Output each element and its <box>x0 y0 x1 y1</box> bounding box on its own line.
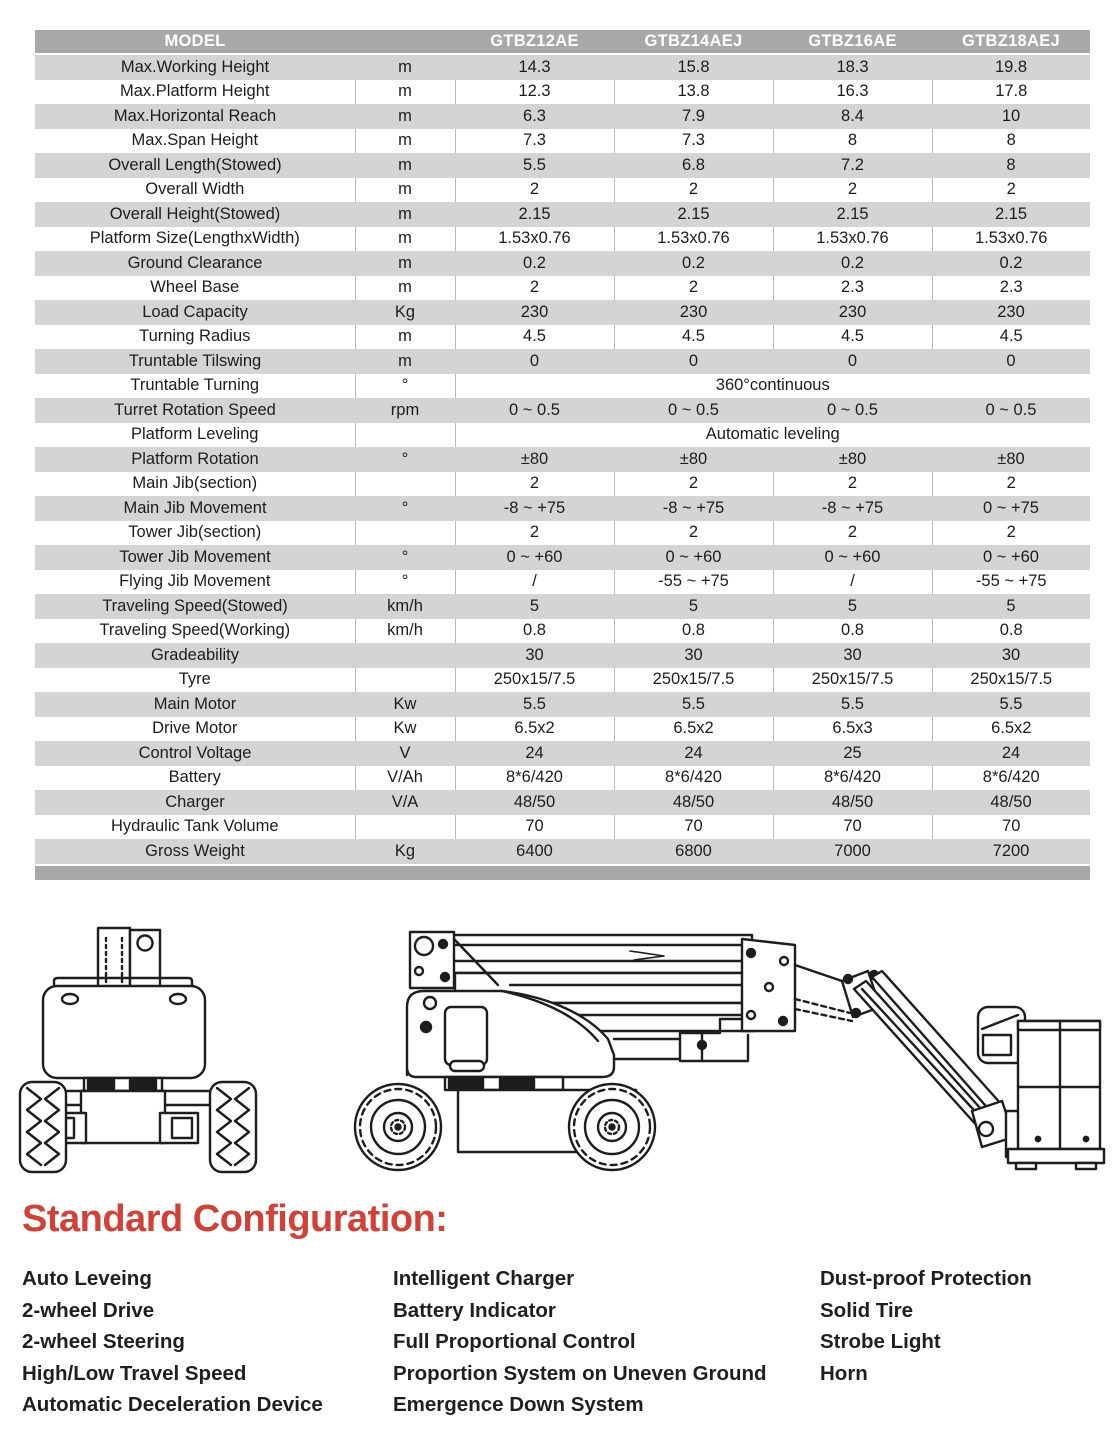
spec-param-name: Traveling Speed(Working) <box>35 619 355 644</box>
spec-param-unit: m <box>355 54 455 80</box>
spec-value: 4.5 <box>455 325 614 350</box>
spec-row <box>35 276 1090 301</box>
config-item: Full Proportional Control <box>393 1330 636 1354</box>
spec-param-unit: Kg <box>355 300 455 325</box>
spec-value: 0.2 <box>932 251 1090 276</box>
spec-param-unit: m <box>355 276 455 301</box>
spec-value: 0 ~ 0.5 <box>932 398 1090 423</box>
spec-value: 0.8 <box>773 619 932 644</box>
spec-param-unit: m <box>355 80 455 105</box>
spec-param-name: Ground Clearance <box>35 251 355 276</box>
spec-value: 48/50 <box>614 790 773 815</box>
spec-param-name: Turret Rotation Speed <box>35 398 355 423</box>
side-view-diagram <box>350 915 1110 1185</box>
spec-param-unit: V/A <box>355 790 455 815</box>
model-header-cell: MODEL <box>35 30 355 54</box>
spec-value: 30 <box>773 643 932 668</box>
spec-value: 13.8 <box>614 80 773 105</box>
unit-header-cell <box>355 30 455 54</box>
config-item: Dust-proof Protection <box>820 1267 1032 1290</box>
spec-param-name: Tower Jib Movement <box>35 545 355 570</box>
spec-value: 70 <box>455 815 614 840</box>
spec-value: 1.53x0.76 <box>455 227 614 252</box>
model-column-header: GTBZ12AE <box>455 30 614 54</box>
spec-value-span: Automatic leveling <box>455 423 1090 448</box>
model-column-header: GTBZ14AEJ <box>614 30 773 54</box>
spec-value: 7.9 <box>614 104 773 129</box>
spec-value: 5.5 <box>455 692 614 717</box>
platform-basket <box>1008 1021 1104 1169</box>
spec-value: 0 ~ +60 <box>932 545 1090 570</box>
spec-value: 7.2 <box>773 153 932 178</box>
spec-param-name: Drive Motor <box>35 717 355 742</box>
spec-param-unit: m <box>355 153 455 178</box>
spec-value: 7.3 <box>455 129 614 154</box>
spec-value: 8*6/420 <box>455 766 614 791</box>
spec-value: 70 <box>932 815 1090 840</box>
spec-param-name: Platform Rotation <box>35 447 355 472</box>
spec-row <box>35 570 1090 595</box>
spec-row <box>35 129 1090 154</box>
spec-value: 2 <box>455 521 614 546</box>
right-wheel <box>569 1084 655 1170</box>
config-item: Strobe Light <box>820 1330 941 1354</box>
spec-value: 8*6/420 <box>932 766 1090 791</box>
spec-value: 2.15 <box>773 202 932 227</box>
spec-value: 8 <box>932 129 1090 154</box>
spec-value: 24 <box>455 741 614 766</box>
spec-value: ±80 <box>614 447 773 472</box>
spec-param-name: Wheel Base <box>35 276 355 301</box>
spec-param-name: Load Capacity <box>35 300 355 325</box>
spec-value: 0.2 <box>614 251 773 276</box>
spec-param-unit: Kg <box>355 839 455 865</box>
spec-row <box>35 447 1090 472</box>
spec-value: ±80 <box>455 447 614 472</box>
spec-value: 10 <box>932 104 1090 129</box>
spec-value: 6.5x2 <box>932 717 1090 742</box>
spec-param-unit: m <box>355 349 455 374</box>
spec-param-unit: rpm <box>355 398 455 423</box>
rear-view-diagram <box>18 920 258 1175</box>
spec-value: 2 <box>455 472 614 497</box>
spec-value: 24 <box>614 741 773 766</box>
config-item: Auto Leveing <box>22 1267 152 1290</box>
spec-param-unit <box>355 423 455 448</box>
spec-param-unit: m <box>355 178 455 203</box>
spec-value: 2 <box>773 178 932 203</box>
spec-value: 4.5 <box>932 325 1090 350</box>
spec-value: 19.8 <box>932 54 1090 80</box>
spec-row <box>35 80 1090 105</box>
spec-value: 48/50 <box>932 790 1090 815</box>
spec-param-name: Gross Weight <box>35 839 355 865</box>
spec-param-name: Max.Span Height <box>35 129 355 154</box>
spec-value: 5 <box>932 594 1090 619</box>
config-item: 2-wheel Steering <box>22 1330 185 1354</box>
spec-param-name: Main Jib(section) <box>35 472 355 497</box>
spec-value: 4.5 <box>773 325 932 350</box>
spec-value: 12.3 <box>455 80 614 105</box>
spec-param-unit: m <box>355 104 455 129</box>
spec-value: 2 <box>773 521 932 546</box>
spec-value: 14.3 <box>455 54 614 80</box>
spec-value: 70 <box>773 815 932 840</box>
spec-table-header-row <box>35 30 1090 54</box>
spec-table-body <box>35 54 1090 865</box>
spec-row <box>35 104 1090 129</box>
spec-value: 5 <box>773 594 932 619</box>
spec-param-name: Hydraulic Tank Volume <box>35 815 355 840</box>
spec-value: -8 ~ +75 <box>614 496 773 521</box>
spec-param-unit: ° <box>355 545 455 570</box>
model-column-header: GTBZ18AEJ <box>932 30 1090 54</box>
config-item: High/Low Travel Speed <box>22 1361 247 1385</box>
model-column-header: GTBZ16AE <box>773 30 932 54</box>
spec-value: 0 ~ +60 <box>455 545 614 570</box>
spec-value: 5.5 <box>932 692 1090 717</box>
spec-row <box>35 766 1090 791</box>
spec-row <box>35 741 1090 766</box>
spec-value: 1.53x0.76 <box>773 227 932 252</box>
spec-value: 8*6/420 <box>773 766 932 791</box>
spec-row <box>35 790 1090 815</box>
spec-value: 5 <box>455 594 614 619</box>
spec-param-name: Platform Size(LengthxWidth) <box>35 227 355 252</box>
spec-value: -8 ~ +75 <box>455 496 614 521</box>
spec-row <box>35 300 1090 325</box>
spec-param-unit <box>355 472 455 497</box>
spec-row <box>35 374 1090 399</box>
config-item: Horn <box>820 1361 868 1385</box>
config-item: Automatic Deceleration Device <box>22 1393 323 1417</box>
spec-value: 1.53x0.76 <box>614 227 773 252</box>
spec-value: 250x15/7.5 <box>773 668 932 693</box>
spec-value: 16.3 <box>773 80 932 105</box>
spec-value: 2 <box>614 521 773 546</box>
spec-value: 30 <box>614 643 773 668</box>
spec-param-unit <box>355 521 455 546</box>
spec-value: 8*6/420 <box>614 766 773 791</box>
spec-value: 70 <box>614 815 773 840</box>
spec-value: 8.4 <box>773 104 932 129</box>
spec-value: 0.8 <box>455 619 614 644</box>
spec-row <box>35 545 1090 570</box>
spec-param-unit: m <box>355 325 455 350</box>
spec-param-name: Max.Working Height <box>35 54 355 80</box>
spec-param-name: Overall Width <box>35 178 355 203</box>
spec-param-unit: V/Ah <box>355 766 455 791</box>
table-footer-row <box>35 865 1090 880</box>
boom-column <box>98 928 130 990</box>
spec-row <box>35 472 1090 497</box>
spec-value: 6.5x2 <box>614 717 773 742</box>
spec-param-unit: Kw <box>355 717 455 742</box>
spec-value: ±80 <box>773 447 932 472</box>
spec-value: 5 <box>614 594 773 619</box>
spec-value: 2.15 <box>614 202 773 227</box>
spec-row <box>35 692 1090 717</box>
spec-row <box>35 839 1090 865</box>
spec-value: 25 <box>773 741 932 766</box>
spec-value: 30 <box>455 643 614 668</box>
spec-value: 2 <box>773 472 932 497</box>
spec-param-unit <box>355 643 455 668</box>
spec-param-name: Max.Platform Height <box>35 80 355 105</box>
spec-value: 18.3 <box>773 54 932 80</box>
spec-param-name: Truntable Tilswing <box>35 349 355 374</box>
spec-value: 250x15/7.5 <box>455 668 614 693</box>
spec-value: 0 ~ +75 <box>932 496 1090 521</box>
spec-param-name: Battery <box>35 766 355 791</box>
spec-param-unit: m <box>355 227 455 252</box>
spec-value: 6.5x2 <box>455 717 614 742</box>
spec-value-span: 360°continuous <box>455 374 1090 399</box>
spec-value: 30 <box>932 643 1090 668</box>
spec-value: 48/50 <box>773 790 932 815</box>
spec-param-name: Main Motor <box>35 692 355 717</box>
spec-param-name: Traveling Speed(Stowed) <box>35 594 355 619</box>
spec-row <box>35 153 1090 178</box>
spec-value: 0 <box>614 349 773 374</box>
spec-value: 0 <box>932 349 1090 374</box>
spec-value: 8 <box>932 153 1090 178</box>
spec-value: 0 ~ 0.5 <box>614 398 773 423</box>
spec-row <box>35 398 1090 423</box>
spec-param-unit: ° <box>355 496 455 521</box>
spec-value: 5.5 <box>614 692 773 717</box>
spec-param-name: Overall Height(Stowed) <box>35 202 355 227</box>
spec-value: 230 <box>614 300 773 325</box>
spec-value: 2 <box>932 472 1090 497</box>
spec-param-unit: km/h <box>355 619 455 644</box>
left-wheel <box>20 1082 66 1172</box>
spec-param-name: Turning Radius <box>35 325 355 350</box>
spec-row <box>35 496 1090 521</box>
spec-value: 2 <box>932 521 1090 546</box>
spec-row <box>35 325 1090 350</box>
spec-value: 250x15/7.5 <box>614 668 773 693</box>
spec-row <box>35 227 1090 252</box>
spec-row <box>35 643 1090 668</box>
spec-param-name: Truntable Turning <box>35 374 355 399</box>
spec-param-name: Max.Horizontal Reach <box>35 104 355 129</box>
spec-value: 0 ~ +60 <box>773 545 932 570</box>
spec-value: 0 ~ +60 <box>614 545 773 570</box>
spec-row <box>35 423 1090 448</box>
spec-value: 24 <box>932 741 1090 766</box>
table-bottom-bar <box>35 865 1090 880</box>
spec-param-unit: V <box>355 741 455 766</box>
spec-row <box>35 815 1090 840</box>
spec-param-unit: ° <box>355 570 455 595</box>
spec-value: 6400 <box>455 839 614 865</box>
spec-param-name: Tower Jib(section) <box>35 521 355 546</box>
spec-param-name: Overall Length(Stowed) <box>35 153 355 178</box>
config-column <box>393 1263 820 1421</box>
spec-value: -55 ~ +75 <box>932 570 1090 595</box>
spec-value: 2 <box>614 276 773 301</box>
config-item: Battery Indicator <box>393 1298 556 1322</box>
spec-value: ±80 <box>932 447 1090 472</box>
spec-param-unit: m <box>355 251 455 276</box>
spec-value: 5.5 <box>455 153 614 178</box>
spec-value: 2.3 <box>932 276 1090 301</box>
spec-param-unit: ° <box>355 447 455 472</box>
spec-value: 4.5 <box>614 325 773 350</box>
config-item: 2-wheel Drive <box>22 1298 155 1322</box>
config-item: Emergence Down System <box>393 1393 644 1417</box>
spec-row <box>35 668 1090 693</box>
spec-param-unit: Kw <box>355 692 455 717</box>
config-item: Intelligent Charger <box>393 1267 575 1290</box>
config-column <box>820 1263 1102 1421</box>
config-item: Solid Tire <box>820 1298 914 1322</box>
spec-value: 7.3 <box>614 129 773 154</box>
spec-value: 1.53x0.76 <box>932 227 1090 252</box>
spec-row <box>35 349 1090 374</box>
spec-param-name: Platform Leveling <box>35 423 355 448</box>
spec-value: -55 ~ +75 <box>614 570 773 595</box>
spec-param-unit: m <box>355 129 455 154</box>
spec-param-name: Gradeability <box>35 643 355 668</box>
spec-param-unit: ° <box>355 374 455 399</box>
spec-row <box>35 178 1090 203</box>
spec-row <box>35 619 1090 644</box>
spec-param-unit: m <box>355 202 455 227</box>
spec-param-unit: km/h <box>355 594 455 619</box>
spec-param-unit <box>355 668 455 693</box>
spec-value: 17.8 <box>932 80 1090 105</box>
spec-row <box>35 717 1090 742</box>
spec-value: / <box>773 570 932 595</box>
spec-param-name: Control Voltage <box>35 741 355 766</box>
spec-value: 15.8 <box>614 54 773 80</box>
spec-value: 6.8 <box>614 153 773 178</box>
spec-value: 230 <box>932 300 1090 325</box>
spec-param-name: Flying Jib Movement <box>35 570 355 595</box>
right-wheel <box>210 1082 256 1172</box>
config-column <box>22 1263 393 1421</box>
standard-configuration-list <box>22 1263 1102 1421</box>
spec-value: 0 ~ 0.5 <box>455 398 614 423</box>
spec-value: 6800 <box>614 839 773 865</box>
spec-param-name: Main Jib Movement <box>35 496 355 521</box>
spec-param-name: Tyre <box>35 668 355 693</box>
spec-table <box>35 30 1090 880</box>
standard-configuration-title: Standard Configuration: <box>22 1198 448 1240</box>
spec-row <box>35 54 1090 80</box>
spec-param-unit <box>355 815 455 840</box>
spec-value: 6.3 <box>455 104 614 129</box>
spec-value: 48/50 <box>455 790 614 815</box>
spec-param-name: Charger <box>35 790 355 815</box>
spec-value: 0.8 <box>932 619 1090 644</box>
spec-value: 2 <box>614 178 773 203</box>
spec-value: 2 <box>932 178 1090 203</box>
spec-value: 0 ~ 0.5 <box>773 398 932 423</box>
spec-value: 230 <box>773 300 932 325</box>
spec-value: 0.2 <box>455 251 614 276</box>
spec-value: 0 <box>455 349 614 374</box>
left-wheel <box>355 1084 441 1170</box>
spec-value: 8 <box>773 129 932 154</box>
spec-value: 2.15 <box>932 202 1090 227</box>
spec-value: 2.3 <box>773 276 932 301</box>
spec-value: 5.5 <box>773 692 932 717</box>
spec-value: 0.2 <box>773 251 932 276</box>
spec-value: 6.5x3 <box>773 717 932 742</box>
spec-value: 2 <box>455 276 614 301</box>
boom-front-plate <box>742 939 795 1031</box>
spec-value: 7200 <box>932 839 1090 865</box>
config-item: Proportion System on Uneven Ground <box>393 1361 767 1385</box>
spec-value: 2.15 <box>455 202 614 227</box>
spec-row <box>35 251 1090 276</box>
spec-value: 230 <box>455 300 614 325</box>
spec-row <box>35 521 1090 546</box>
spec-row <box>35 202 1090 227</box>
spec-value: 250x15/7.5 <box>932 668 1090 693</box>
spec-value: 0 <box>773 349 932 374</box>
spec-row <box>35 594 1090 619</box>
spec-value: 7000 <box>773 839 932 865</box>
spec-value: 2 <box>455 178 614 203</box>
spec-value: / <box>455 570 614 595</box>
spec-value: -8 ~ +75 <box>773 496 932 521</box>
spec-value: 0.8 <box>614 619 773 644</box>
spec-value: 2 <box>614 472 773 497</box>
